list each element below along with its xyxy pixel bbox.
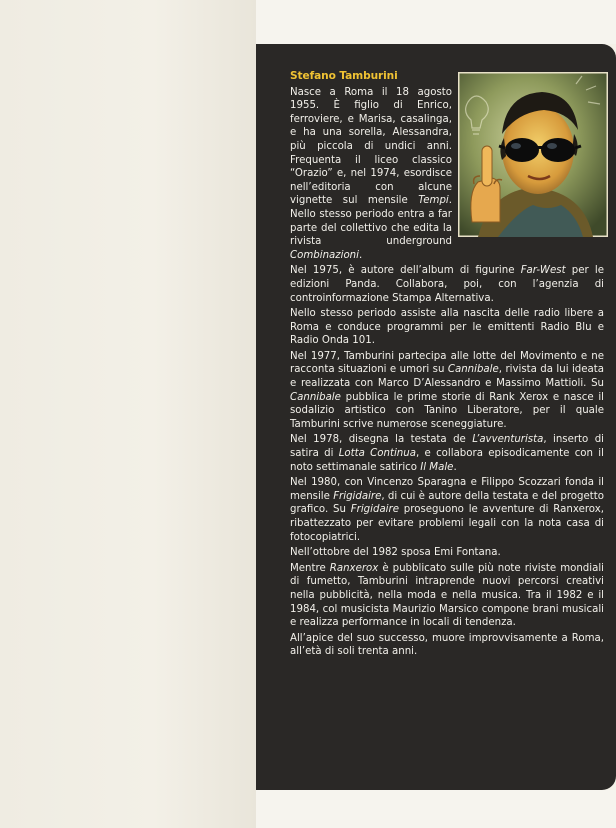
- bio-title: Stefano Tamburini: [290, 70, 398, 82]
- top-margin: [256, 0, 616, 44]
- paragraph-1982: Nell’ottobre del 1982 sposa Emi Fontana.: [290, 547, 501, 559]
- paragraph-radio: Nello stesso periodo assiste alla nascita delle radio libere a Roma e conduce programmi per le emittenti Radio Blu e Radio Onda 101.: [290, 308, 604, 347]
- paragraph-birth: Nasce a Roma il 18 agosto 1955. È figlio di Enrico, ferroviere, e Marisa, casalinga, e ha una sorella, Alessandra, più piccola di undici anni. Frequenta il liceo classico “Orazio” e, nel 1974, esordisce nell’editoria con alcune vignette sul mensile Tempi. Nello stesso periodo entra a far parte del collettivo che edita la rivista underground Combinazioni.: [290, 86, 452, 261]
- biography: [290, 70, 604, 661]
- paragraph-career: Mentre Ranxerox è pubblicato sulle più note riviste mondiali di fumetto, Tamburini intraprende nuovi percorsi creativi nella pubblicità, nella moda e nella musica. Tra il 1982 e il 1984, col musicista Maurizio Marsico compone brani musicali e realizza performance in locali di tendenza.: [290, 562, 605, 629]
- paragraph-1978: Nel 1978, disegna la testata de L’avventurista, inserto di satira di Lotta Continua, e collabora episodicamente con il noto settimanale satirico Il Male.: [290, 434, 604, 473]
- bottom-margin: [256, 790, 616, 828]
- left-page: [0, 0, 256, 828]
- paragraph-1977: Nel 1977, Tamburini partecipa alle lotte del Movimento e ne racconta situazioni e umori su Cannibale, rivista da lui ideata e realizzata con Marco D’Alessandro e Massimo Mattioli. Su Cannibale pubblica le prime storie di Rank Xerox e nasce il sodalizio artistico con Tanino Liberatore, per il quale Tamburini scrive numerose sceneggiature.: [290, 350, 604, 430]
- paragraph-death: All’apice del suo successo, muore improvvisamente a Roma, all’età di soli trenta anni.: [290, 632, 604, 658]
- paragraph-1980: Nel 1980, con Vincenzo Sparagna e Filippo Scozzari fonda il mensile Frigidaire, di cui è autore della testata e del progetto grafico. Su Frigidaire proseguono le avventure di Ranxerox, ribattezzato per evitare problemi legali con la nota casa di fotocopiatrici.: [290, 477, 604, 543]
- portrait-photo: [458, 72, 608, 237]
- paragraph-1975: Nel 1975, è autore dell’album di figurine Far-West per le edizioni Panda. Collabora, poi, con l’agenzia di controinformazione Stampa Alternativa.: [290, 265, 604, 304]
